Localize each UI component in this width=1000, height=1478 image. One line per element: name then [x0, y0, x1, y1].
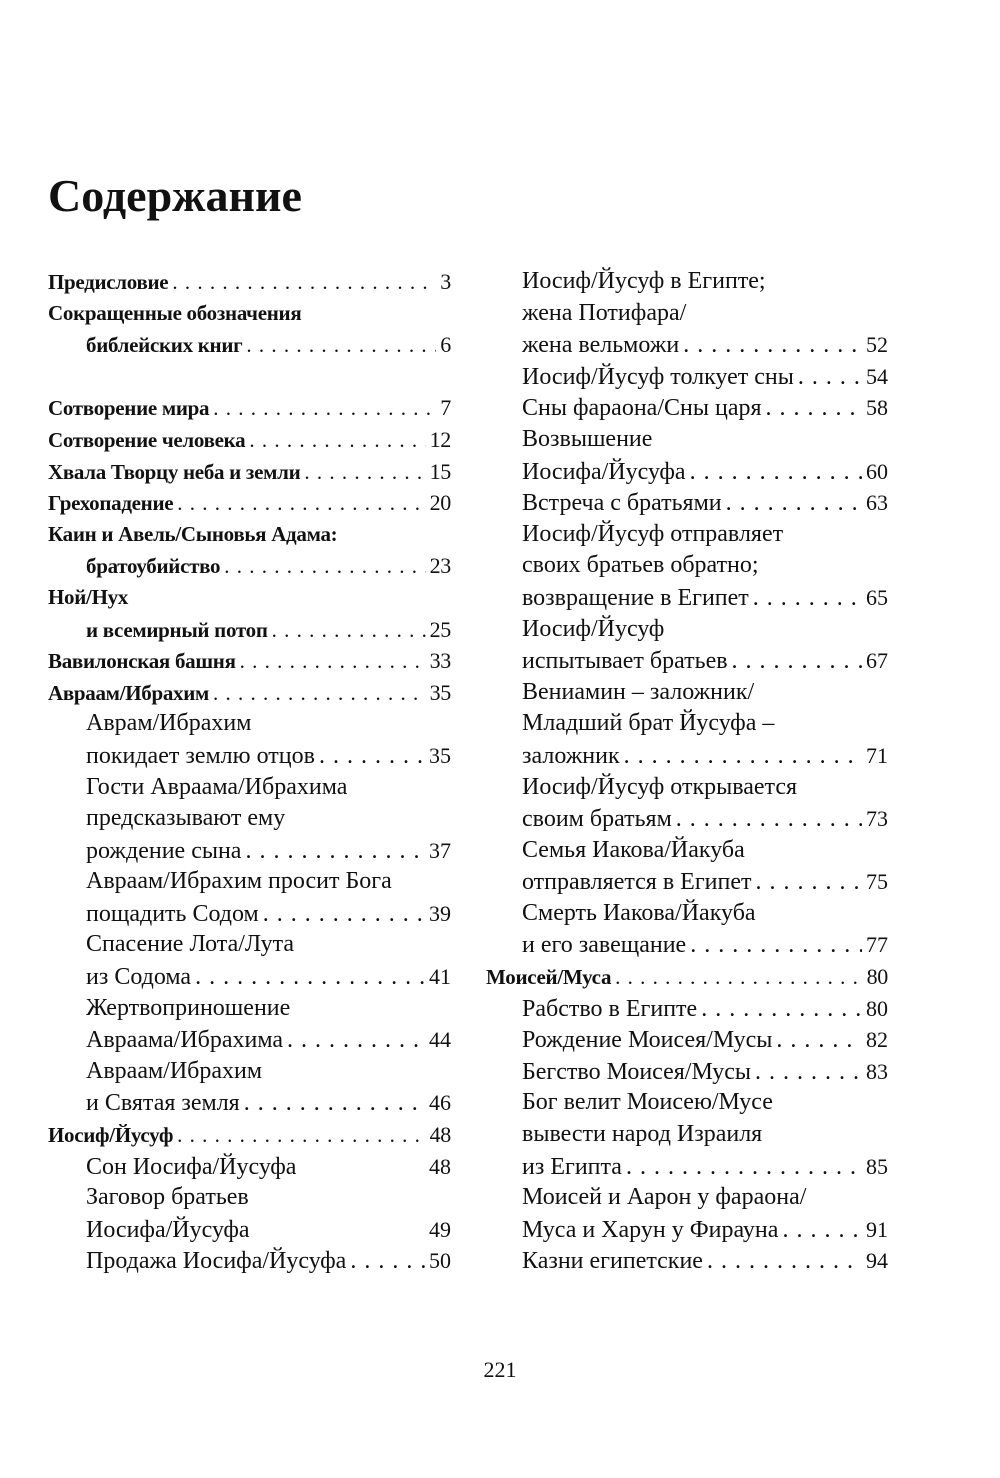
toc-entry	[48, 1119, 451, 1151]
toc-entry	[48, 708, 451, 740]
toc-entry	[486, 424, 888, 456]
toc-entry	[486, 835, 888, 867]
leader-dots	[246, 330, 436, 362]
toc-entry-page: 80	[866, 995, 888, 1021]
toc-entry	[486, 803, 888, 835]
toc-entry-page: 60	[866, 458, 888, 484]
toc-entry-title: испытывает братьев	[522, 648, 728, 675]
toc-entry-page: 94	[866, 1248, 888, 1274]
toc-entry-page: 35	[429, 679, 451, 705]
leader-dots	[263, 899, 425, 931]
toc-entry-title: Иосиф/Йусуф отправляет	[522, 520, 784, 547]
toc-entry	[48, 993, 451, 1025]
toc-entry-page: 15	[429, 458, 451, 484]
toc-entry-page: 54	[866, 363, 888, 389]
toc-entry	[48, 519, 451, 551]
leader-dots	[683, 330, 862, 362]
toc-entry	[48, 329, 451, 361]
toc-entry-title: Бог велит Моисею/Мусе	[522, 1089, 773, 1116]
leader-dots	[776, 1025, 862, 1057]
leader-dots	[224, 551, 425, 583]
toc-entry	[486, 1087, 888, 1119]
toc-entry-title: Аврам/Ибрахим	[86, 710, 252, 737]
toc-entry-page: 82	[866, 1027, 888, 1053]
leader-dots	[240, 646, 426, 678]
toc-entry-title: Рождение Моисея/Мусы	[522, 1027, 773, 1054]
toc-entry	[486, 614, 888, 646]
toc-entry-title: из Египта	[522, 1153, 622, 1180]
toc-entry-title: Смерть Иакова/Йакуба	[522, 899, 756, 926]
toc-entry-page: 50	[429, 1248, 451, 1274]
toc-entry-title: вывести народ Израиля	[522, 1121, 763, 1148]
leader-dots	[707, 1246, 862, 1278]
toc-entry-title: Иосиф/Йусуф открывается	[522, 773, 798, 800]
toc-entry-title: Иосиф/Йусуф	[48, 1123, 174, 1148]
toc-entry-page: 33	[429, 648, 451, 674]
toc-entry-title: Авраам/Ибрахим	[86, 1057, 263, 1084]
toc-entry	[48, 361, 451, 393]
toc-entry	[48, 550, 451, 582]
leader-dots	[624, 741, 862, 773]
toc-entry	[486, 772, 888, 804]
toc-entry-page: 77	[866, 932, 888, 958]
toc-entry-title: Сокращенные обозначения	[48, 300, 302, 325]
toc-entry-title: отправляется в Египет	[522, 869, 752, 896]
toc-entry	[486, 392, 888, 424]
toc-entry	[486, 1245, 888, 1277]
toc-entry	[48, 835, 451, 867]
toc-entry-page: 20	[429, 490, 451, 516]
leader-dots	[756, 867, 863, 899]
leader-dots	[245, 836, 425, 868]
toc-entry-page: 80	[866, 964, 888, 990]
toc-entry-page: 41	[429, 964, 451, 990]
toc-entry-title: рождение сына	[86, 837, 242, 864]
toc-entry	[486, 266, 888, 298]
toc-entry-title: Сотворение мира	[48, 396, 210, 421]
toc-entry-title: из Содома	[86, 964, 192, 991]
toc-entry-title: Сон Иосифа/Йусуфа	[86, 1153, 297, 1180]
toc-entry	[486, 1119, 888, 1151]
toc-entry	[486, 519, 888, 551]
toc-entry	[486, 1056, 888, 1088]
toc-entry-title: Возвышение	[522, 425, 653, 452]
toc-entry-page: 83	[866, 1058, 888, 1084]
toc-entry	[48, 1151, 451, 1183]
leader-dots	[615, 962, 862, 994]
toc-entry-page: 91	[866, 1216, 888, 1242]
toc-entry	[486, 329, 888, 361]
toc-entry-title: Бегство Моисея/Мусы	[522, 1058, 751, 1085]
toc-entry-title: Заговор братьев	[86, 1184, 249, 1211]
leader-dots	[287, 1025, 425, 1057]
toc-entry	[48, 929, 451, 961]
toc-entry-title: Предисловие	[48, 270, 169, 294]
toc-entry	[48, 866, 451, 898]
toc-entry-title: братоубийство	[86, 554, 221, 579]
toc-entry-title: Вавилонская башня	[48, 649, 236, 674]
toc-entry	[486, 1024, 888, 1056]
toc-entry-title: и всемирный потоп	[86, 617, 268, 642]
toc-entry	[48, 1056, 451, 1088]
toc-entry	[486, 298, 888, 330]
toc-entry	[486, 645, 888, 677]
toc-entry-page: 63	[866, 490, 888, 516]
leader-dots	[195, 962, 425, 994]
toc-column-left	[48, 266, 451, 1277]
toc-entry-page: 48	[429, 1153, 451, 1179]
toc-entry	[48, 266, 451, 298]
toc-entry-title: Иосифа/Йусуфа	[86, 1216, 250, 1243]
toc-entry-page: 35	[429, 742, 451, 768]
toc-entry	[48, 614, 451, 646]
toc-entry-title: Младший брат Йусуфа –	[522, 710, 775, 737]
page-number: 221	[483, 1357, 517, 1382]
toc-entry-title: Сны фараона/Сны царя	[522, 395, 762, 422]
toc-entry-page: 65	[866, 584, 888, 610]
toc-entry-page: 7	[440, 395, 451, 421]
toc-entry-title: своих братьев обратно;	[522, 552, 759, 579]
toc-entry-page: 6	[440, 332, 451, 358]
toc-entry	[48, 424, 451, 456]
toc-entry-title: Сотворение человека	[48, 427, 246, 452]
toc-entry-title: Вениамин – заложник/	[522, 678, 755, 705]
toc-entry-title: Иосиф/Йусуф	[522, 615, 665, 642]
toc-entry	[48, 298, 451, 330]
toc-entry	[486, 677, 888, 709]
toc-entry	[48, 961, 451, 993]
toc-entry	[48, 898, 451, 930]
toc-entry	[48, 392, 451, 424]
toc-entry-title: Продажа Иосифа/Йусуфа	[86, 1248, 347, 1275]
toc-entry-page: 3	[440, 269, 451, 294]
leader-dots	[319, 741, 425, 773]
leader-dots	[304, 457, 425, 489]
toc-entry-page: 58	[866, 395, 888, 421]
toc-entry-page: 23	[429, 553, 451, 579]
leader-dots	[753, 583, 862, 615]
toc-entry	[486, 1151, 888, 1183]
leader-dots	[726, 488, 862, 520]
toc-entry-title: Иосиф/Йусуф толкует сны	[522, 363, 794, 390]
toc-entry-title: Хвала Творцу неба и земли	[48, 459, 301, 484]
toc-entry	[486, 961, 888, 993]
toc-entry	[486, 1214, 888, 1246]
leader-dots	[690, 930, 862, 962]
toc-entry	[48, 1087, 451, 1119]
toc-entry-title: Рабство в Египте	[522, 995, 698, 1022]
leader-dots	[350, 1246, 425, 1278]
toc-entry-title: Каин и Авель/Сыновья Адама:	[48, 521, 338, 546]
toc-entry-title: Встреча с братьями	[522, 490, 722, 517]
toc-entry-title: предсказывают ему	[86, 805, 286, 832]
toc-entry	[486, 929, 888, 961]
toc-entry-title: покидает землю отцов	[86, 742, 315, 769]
toc-entry-title: Моисей/Муса	[486, 965, 612, 990]
toc-entry	[486, 898, 888, 930]
toc-entry	[48, 1024, 451, 1056]
toc-entry-title: пощадить Содом	[86, 900, 259, 927]
toc-entry-page: 25	[429, 616, 451, 642]
toc-column-right	[486, 266, 888, 1277]
toc-entry-title: Муса и Харун у Фирауна	[522, 1216, 779, 1243]
leader-dots	[690, 457, 862, 489]
toc-entry-title: и Святая земля	[86, 1090, 240, 1117]
leader-dots	[626, 1152, 862, 1184]
leader-dots	[213, 393, 436, 425]
toc-entry-title: Авраам/Ибрахим просит Бога	[86, 868, 392, 895]
toc-entry	[486, 1182, 888, 1214]
toc-entry	[486, 582, 888, 614]
toc-entry-title: Моисей и Аарон у фараона/	[522, 1184, 807, 1211]
toc-entry-page: 67	[866, 648, 888, 674]
toc-entry	[48, 645, 451, 677]
toc-entry-page: 75	[866, 869, 888, 895]
toc-entry-title: Иосифа/Йусуфа	[522, 458, 686, 485]
toc-entry-title: библейских книг	[86, 333, 243, 358]
toc-entry-title: заложник	[522, 742, 620, 769]
toc-entry	[48, 582, 451, 614]
leader-dots	[766, 393, 862, 425]
toc-entry-title: Грехопадение	[48, 491, 174, 516]
toc-entry	[48, 487, 451, 519]
leader-dots	[249, 425, 425, 457]
toc-entry-title: и его завещание	[522, 932, 687, 959]
toc-entry-page: 49	[429, 1216, 451, 1242]
toc-entry	[48, 456, 451, 488]
leader-dots	[782, 1215, 862, 1247]
toc-entry	[486, 550, 888, 582]
leader-dots	[755, 1057, 862, 1089]
toc-entry	[48, 1214, 451, 1246]
toc-entry	[486, 740, 888, 772]
leader-dots	[213, 678, 426, 710]
toc-entry	[48, 1245, 451, 1277]
toc-entry	[486, 708, 888, 740]
page-title: Содержание	[48, 170, 302, 221]
toc-entry-title: Авраам/Ибрахим	[48, 680, 210, 705]
toc-entry	[48, 740, 451, 772]
toc-entry-title: Ной/Нух	[48, 584, 129, 609]
leader-dots	[172, 267, 436, 299]
toc-entry-title: жена вельможи	[522, 332, 680, 359]
toc-entry-page: 71	[866, 742, 888, 768]
leader-dots	[701, 994, 862, 1026]
toc-entry	[486, 866, 888, 898]
toc-entry-page: 44	[429, 1027, 451, 1053]
toc-entry-title: Казни египетские	[522, 1248, 703, 1275]
leader-dots	[177, 1120, 426, 1152]
toc-entry	[48, 677, 451, 709]
leader-dots	[676, 804, 862, 836]
toc-entry	[48, 803, 451, 835]
leader-dots	[798, 362, 862, 394]
leader-dots	[244, 1088, 425, 1120]
toc-entry-page: 12	[429, 426, 451, 452]
toc-entry-title: своим братьям	[522, 806, 672, 833]
toc-entry-title: Иосиф/Йусуф в Египте;	[522, 268, 766, 294]
toc-entry-title: Семья Иакова/Йакуба	[522, 836, 745, 863]
toc-entry-page: 48	[429, 1122, 451, 1148]
leader-dots	[272, 615, 426, 647]
toc-entry-title: Спасение Лота/Лута	[86, 931, 295, 958]
toc-entry	[48, 1182, 451, 1214]
toc-entry	[48, 772, 451, 804]
toc-entry-page: 46	[429, 1090, 451, 1116]
toc-entry	[486, 487, 888, 519]
toc-entry-page: 39	[429, 900, 451, 926]
toc-entry-page: 73	[866, 806, 888, 832]
toc-entry-title: Гости Авраама/Ибрахима	[86, 773, 348, 800]
leader-dots	[177, 488, 425, 520]
toc-entry	[486, 993, 888, 1025]
toc-entry-page: 85	[866, 1153, 888, 1179]
leader-dots	[732, 646, 862, 678]
toc-entry	[486, 456, 888, 488]
toc-entry-title: жена Потифара/	[522, 299, 687, 326]
toc-entry-title: возвращение в Египет	[522, 584, 749, 611]
toc-entry-title: Авраама/Ибрахима	[86, 1027, 284, 1054]
toc-entry-title: Жертвоприношение	[86, 994, 291, 1021]
toc-entry-page: 52	[866, 332, 888, 358]
toc-entry-page: 37	[429, 837, 451, 863]
toc-entry	[486, 361, 888, 393]
